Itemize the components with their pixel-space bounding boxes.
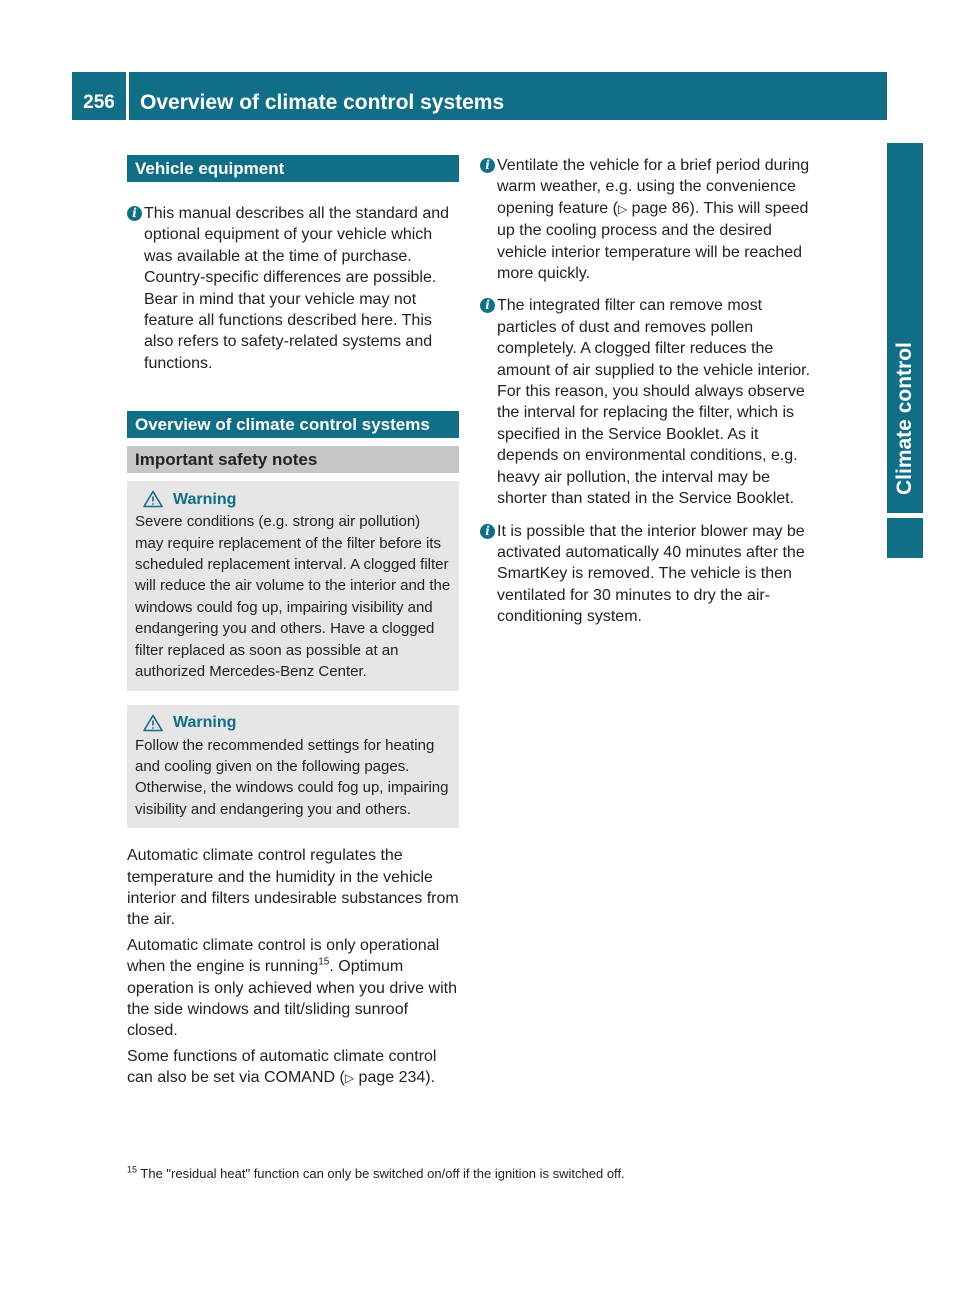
footnote [127,1164,625,1184]
info-icon: i [480,298,495,313]
vehicle-equipment-heading: Vehicle equipment [127,155,459,182]
warning-triangle-icon [143,714,163,732]
page-ref-arrow-icon: ▷ [617,201,628,216]
header-divider [126,72,129,120]
info-note-equipment [127,203,459,374]
page-ref-arrow-icon: ▷ [344,1071,355,1086]
body-paragraph [127,935,459,1042]
warning-title-text: Warning [173,713,237,731]
body-text: Some functions of automatic climate control can also be set via COMAND ( [127,1047,437,1087]
warning-title [143,711,451,735]
info-text: It is possible that the interior blower may be activated automatically 40 minutes after the SmartKey is removed. The vehicle is then ventilated for 30 minutes to dry the air-conditioning system. [497,522,805,626]
footnote-text: The "residual heat" function can only be switched on/off if the ignition is switched off. [140,1166,625,1181]
body-text: Ventilate the vehicle for a brief period during warm weather, e.g. using the convenience opening feature ( [497,157,810,217]
info-text [497,155,815,284]
overview-heading: Overview of climate control systems [127,411,459,438]
right-column [480,155,815,628]
info-icon: i [480,524,495,539]
warning-triangle-icon [143,490,163,508]
warning-title-text: Warning [173,490,237,508]
page-reference[interactable]: page 234). [354,1069,436,1087]
page-number: 256 [83,92,115,113]
warning-title [143,487,451,511]
info-note-filter [480,295,815,509]
info-note-blower [480,521,815,628]
body-text: . Optimum operation is only achieved when you drive with the side windows and tilt/sliding sunroof closed. [127,958,457,1040]
body-text: Automatic climate control is only operational when the engine is running [127,936,440,976]
info-note-ventilate [480,155,815,284]
page-title: Overview of climate control systems [140,91,505,114]
info-icon: i [127,206,142,221]
footnote-ref[interactable]: 15 [318,956,330,968]
warning-box-filter [127,481,459,690]
body-paragraph: Automatic climate control regulates the temperature and the humidity in the vehicle interior and filters undesirable substances from the air. [127,847,459,929]
page-reference[interactable]: page 86). This will speed up the cooling process and the desired vehicle interior temperature will be reached more quickly. [497,199,809,283]
info-text: The integrated filter can remove most particles of dust and removes pollen completely. A clogged filter reduces the amount of air supplied to the vehicle interior. For this reason, you should always observe the interval for replacing the filter, which is specified in the Service Booklet. As it depends on environmental conditions, e.g. heavy air pollution, the interval may be shorter than stated in the Service Booklet. [497,297,811,508]
warning-text: Severe conditions (e.g. strong air pollution) may require replacement of the filter before its scheduled replacement interval. A clogged filter will reduce the air volume to the interior and the windows could fog up, impairing visibility and endangering you and others. Have a clogged filter replaced as soon as possible at an authorized Mercedes-Benz Center. [135,513,451,681]
info-icon: i [480,158,495,173]
footnote-marker: 15 [127,1164,138,1175]
warning-text: Follow the recommended settings for heating and cooling given on the following pages. Otherwise, the windows could fog up, impairing visibility and endangering you and others. [135,736,449,818]
left-column [127,155,459,1094]
side-tab-label: Climate control [893,342,916,495]
safety-notes-heading: Important safety notes [127,446,459,473]
side-tab-marker [887,518,923,558]
body-paragraph [127,1046,459,1090]
info-text: This manual describes all the standard and optional equipment of your vehicle which was available at the time of purchase. Country-specific differences are possible. Bear in mind that your vehicle may not feature all functions described here. This also refers to safety-related systems and functions. [144,205,450,372]
warning-box-settings [127,705,459,829]
